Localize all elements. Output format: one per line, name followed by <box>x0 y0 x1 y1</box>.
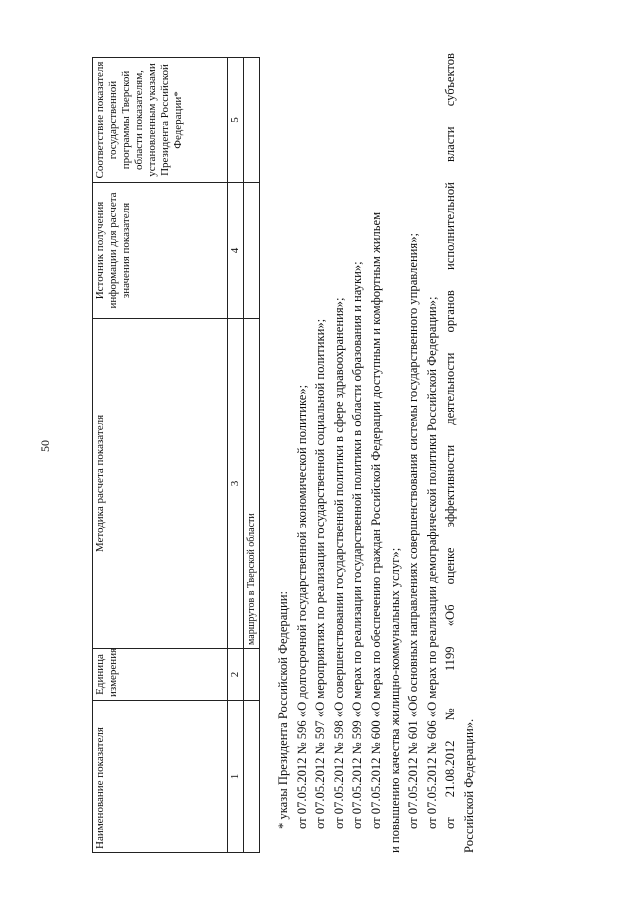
header-indicator-name: Наименование показателя <box>93 701 228 853</box>
header-methodology: Методика расчета показателя <box>93 319 228 649</box>
column-number: 1 <box>228 701 244 853</box>
header-source: Источник получения информации для расчета значения показателя <box>93 183 228 319</box>
page-number: 50 <box>38 440 52 452</box>
table-cell <box>244 701 260 853</box>
table-cell <box>244 58 260 183</box>
footnote-item: от 07.05.2012 № 596 «О долгосрочной государственной экономической политике»; <box>294 384 309 829</box>
footnote-item-continuation: Российской Федерации». <box>461 718 476 853</box>
table-header-row <box>93 58 228 853</box>
footnote <box>274 53 479 853</box>
footnote-intro: * указы Президента Российской Федерации: <box>276 590 290 829</box>
rotated-page-content <box>92 53 512 853</box>
column-number: 2 <box>228 649 244 701</box>
table-cell <box>244 183 260 319</box>
footnote-item: от 07.05.2012 № 597 «О мероприятиях по реализации государственной социальной политики»; <box>313 318 328 829</box>
column-number: 4 <box>228 183 244 319</box>
footnote-item: от 07.05.2012 № 601 «Об основных направлениях совершенствования системы государственного управления»; <box>406 232 421 829</box>
column-number-row <box>228 58 244 853</box>
footnote-item: от 07.05.2012 № 598 «О совершенствовании государственной политики в сфере здравоохранения»; <box>331 297 346 829</box>
table-row <box>244 58 260 853</box>
footnote-item: от 07.05.2012 № 606 «О мерах по реализации демографической политики Российской Федерации»; <box>424 296 439 829</box>
column-number: 3 <box>228 319 244 649</box>
table-cell <box>244 649 260 701</box>
header-unit: Единица измерения <box>93 649 228 701</box>
footnote-item: от 07.05.2012 № 599 «О мерах по реализации государственной политики в области образования и науки»; <box>350 261 365 829</box>
footnote-item: от 21.08.2012 № 1199 «Об оценке эффективности деятельности органов исполнительной власти субъектов <box>443 53 458 829</box>
table-cell: маршрутов в Тверской области <box>244 319 260 649</box>
column-number: 5 <box>228 58 244 183</box>
indicator-table <box>92 57 260 853</box>
footnote-item-continuation: и повышению качества жилищно-коммунальных услуг»; <box>387 547 402 853</box>
header-correspondence: Соответствие показателя государственной программы Тверской области показателям, установленным указами Президента Российской Федерации* <box>93 58 228 183</box>
footnote-item: от 07.05.2012 № 600 «О мерах по обеспечению граждан Российской Федерации доступным и комфортным жильем <box>368 211 383 829</box>
